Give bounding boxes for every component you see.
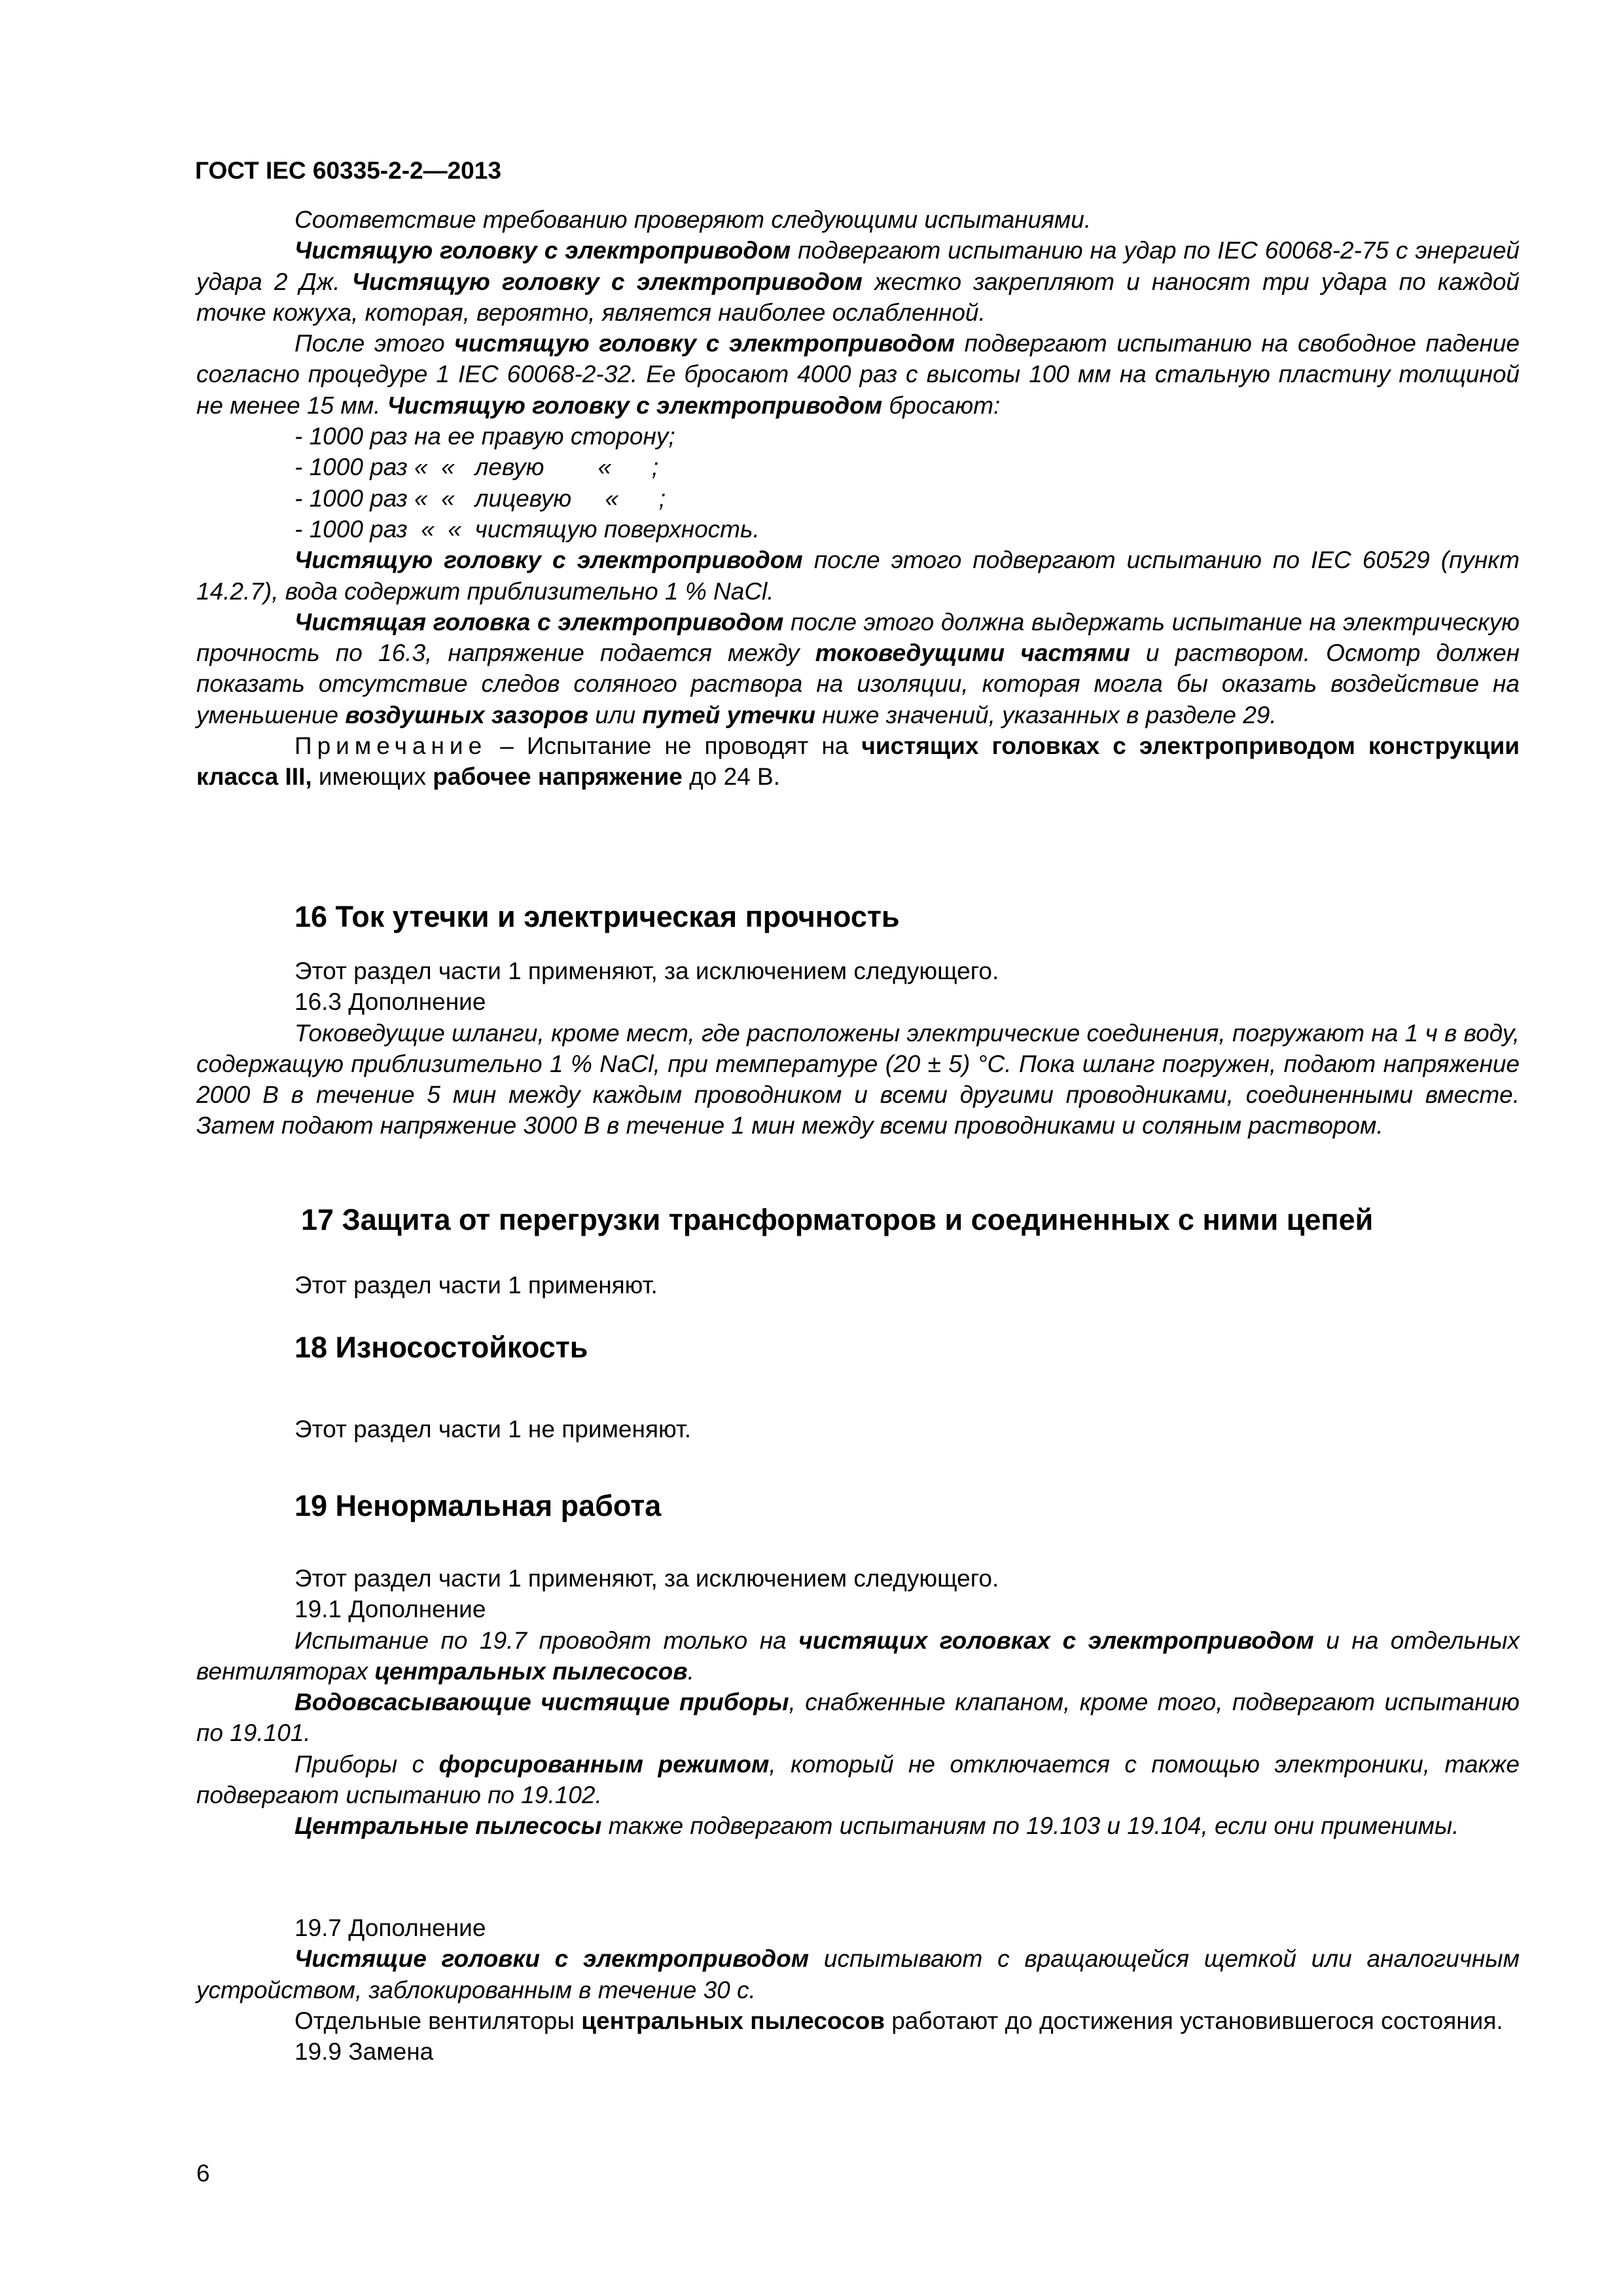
text-run: - 1000 раз на ее правую сторону; (294, 423, 675, 450)
text-run: работают до достижения установившегося состояния. (884, 2007, 1503, 2034)
text-run: Этот раздел части 1 применяют. (294, 1272, 658, 1299)
paragraph (196, 545, 1520, 607)
paragraph (196, 235, 1520, 328)
text-run: подвергают испытанию на свободное падение согласно процедуре 1 IEC 60068-2-32. Ее бросают 4000 раз с высоты 100 мм на стальную пластину толщиной не менее 15 мм. (196, 330, 1520, 419)
paragraph (196, 1749, 1520, 1811)
paragraph (196, 421, 1520, 452)
document-header: ГОСТ IEC 60335-2-2—2013 (195, 157, 501, 184)
bold-term: чистящих головках с электроприводом конструкции класса III, (196, 732, 1520, 791)
text-run: Токоведущие шланги, кроме мест, где расположены электрические соединения, погружают на 1 ч в воду, содержащую приблизительно 1 % NaCl, при температуре (20 ± 5) °С. Пока шланг погружен, подают напряжение 2000 В в течение 5 мин между каждым проводником и всеми другими проводниками, соединенными вместе. Затем подают напряжение 3000 В в течение 1 мин между всеми проводниками и соляным раствором. (196, 1019, 1520, 1139)
section-15-text (196, 204, 1520, 793)
paragraph (196, 2005, 1520, 2036)
text-run: - 1000 раз « « чистящую поверхность. (294, 515, 760, 543)
text-run: до 24 В. (682, 763, 780, 791)
paragraph (196, 2036, 1520, 2067)
text-run: Соответствие требованию проверяют следующими испытаниями. (294, 206, 1092, 233)
paragraph (196, 1687, 1520, 1749)
paragraph (196, 483, 1520, 514)
text-run: Этот раздел части 1 применяют, за исключением следующего. (294, 1565, 999, 1592)
bold-term: Чистящую головку с электроприводом (351, 268, 863, 295)
text-run: и на отдельных вентиляторах (196, 1626, 1520, 1685)
paragraph (196, 730, 1520, 793)
paragraph (196, 1018, 1520, 1141)
bold-term: Чистящую головку с электроприводом (294, 237, 791, 264)
paragraph (196, 956, 1520, 986)
bold-term: Чистящие головки с электроприводом (294, 1945, 810, 1973)
text-run: подвергают испытанию на удар по IEC 60068-2-75 с энергией удара 2 Дж. (196, 237, 1520, 295)
bold-term: путей утечки (642, 701, 816, 728)
text-run: 19.7 Дополнение (294, 1914, 486, 1941)
text-run: , который не отключается с помощью электроники, также подвергают испытанию по 19.102. (196, 1750, 1520, 1809)
text-run: Этот раздел части 1 не применяют. (294, 1416, 692, 1443)
paragraph (196, 514, 1520, 545)
text-run: - 1000 раз « « лицевую « ; (294, 484, 666, 512)
paragraph (196, 1625, 1520, 1687)
text-run: бросают: (882, 391, 1001, 419)
bold-term: чистящих головках с электроприводом (798, 1626, 1314, 1654)
text-run: . (687, 1657, 694, 1685)
text-run: после этого подвергают испытанию по IEC 60529 (пункт 14.2.7), вода содержит приблизительно 1 % NaCl. (196, 547, 1520, 605)
text-run: ниже значений, указанных в разделе 29. (815, 701, 1277, 728)
bold-term: Водовсасывающие чистящие приборы (294, 1689, 789, 1716)
bold-term: центральных пылесосов (581, 2007, 885, 2034)
paragraph (196, 204, 1520, 235)
text-run: жестко закрепляют и наносят три удара по каждой точке кожуха, которая, вероятно, является наиболее ослабленной. (196, 268, 1520, 326)
bold-term: токоведущими частями (815, 639, 1130, 667)
section-18-heading: 18 Износостойкость (294, 1331, 588, 1364)
bold-term: воздушных зазоров (345, 701, 588, 728)
section-16-text (196, 956, 1520, 1141)
paragraph (196, 1270, 1520, 1300)
text-run: После этого (294, 330, 455, 357)
paragraph (196, 328, 1520, 421)
text-run: Примечание (294, 732, 488, 760)
paragraph (196, 452, 1520, 482)
text-run: и раствором. Осмотр должен показать отсутствие следов соляного раствора на изоляции, которая могла бы оказать воздействие на уменьшение (196, 639, 1520, 728)
paragraph (196, 1563, 1520, 1594)
text-run: имеющих (312, 763, 433, 791)
text-run: Приборы с (294, 1750, 439, 1778)
bold-term: форсированным режимом (438, 1750, 770, 1778)
text-run: Отдельные вентиляторы (294, 2007, 582, 2034)
page-number: 6 (196, 2160, 210, 2187)
bold-term: чистящую головку с электроприводом (454, 330, 955, 357)
section-19-text (196, 1563, 1520, 1842)
paragraph (196, 1912, 1520, 1943)
section-17-heading: 17 Защита от перегрузки трансформаторов и соединенных с ними цепей (301, 1203, 1374, 1236)
text-run: , снабженные клапаном, кроме того, подвергают испытанию по 19.101. (196, 1689, 1520, 1747)
paragraph (196, 1810, 1520, 1841)
text-run: Этот раздел части 1 применяют, за исключением следующего. (294, 958, 999, 984)
text-run: – Испытание не проводят на (487, 732, 862, 760)
paragraph (196, 607, 1520, 730)
section-16-heading: 16 Ток утечки и электрическая прочность (294, 900, 900, 933)
section-17-text (196, 1270, 1520, 1300)
text-run: также подвергают испытаниям по 19.103 и 19.104, если они применимы. (601, 1812, 1459, 1840)
text-run: - 1000 раз « « левую « ; (294, 454, 659, 481)
text-run: испытывают с вращающейся щеткой или аналогичным устройством, заблокированным в течение 30 с. (196, 1945, 1520, 2003)
text-run: после этого должна выдержать испытание на электрическую прочность по 16.3, напряжение подается между (196, 608, 1520, 667)
bold-term: Чистящую головку с электроприводом (294, 547, 803, 574)
section-19-heading: 19 Ненормальная работа (294, 1489, 662, 1522)
text-run: 19.9 Замена (294, 2038, 434, 2066)
text-run: 19.1 Дополнение (294, 1596, 486, 1623)
paragraph (196, 1414, 1520, 1444)
bold-term: Центральные пылесосы (294, 1812, 602, 1840)
bold-term: центральных пылесосов (374, 1657, 688, 1685)
bold-term: рабочее напряжение (433, 763, 683, 791)
text-run: Испытание по 19.7 проводят только на (294, 1626, 799, 1654)
section-19-7-text (196, 1912, 1520, 2067)
paragraph (196, 1943, 1520, 2005)
text-run: 16.3 Дополнение (294, 988, 486, 1016)
section-18-text (196, 1414, 1520, 1444)
bold-term: Чистящая головка с электроприводом (294, 608, 784, 636)
text-run: или (588, 701, 643, 728)
paragraph (196, 1594, 1520, 1624)
bold-term: Чистящую головку с электроприводом (387, 391, 883, 419)
paragraph (196, 986, 1520, 1017)
